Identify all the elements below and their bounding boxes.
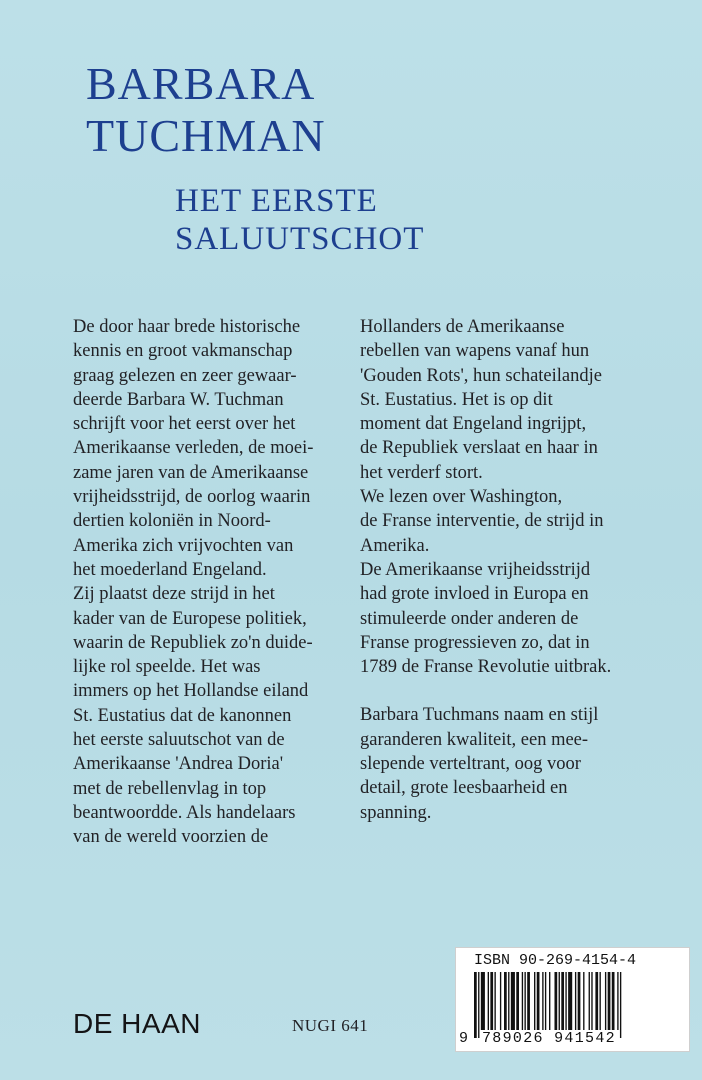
blurb-line: De Amerikaanse vrijheidsstrijd <box>360 559 591 580</box>
blurb-line: de Republiek verslaat en haar in <box>360 438 598 459</box>
blurb-line: immers op het Hollandse eiland <box>73 681 309 702</box>
blurb-line: waarin de Republiek zo'n duide- <box>73 632 313 653</box>
ean-digits: 789026 941542 <box>482 1030 616 1047</box>
ean-first-digit: 9 <box>459 1030 469 1047</box>
blurb-line: Zij plaatst deze strijd in het <box>73 584 275 605</box>
barcode-bar <box>595 972 598 1030</box>
blurb-line: 'Gouden Rots', hun schateilandje <box>360 365 602 386</box>
barcode-bar <box>583 972 584 1030</box>
barcode-bar <box>537 972 540 1030</box>
blurb-line: slepende verteltrant, oog voor <box>360 754 581 775</box>
blurb-line: dertien koloniën in Noord- <box>73 511 271 532</box>
blurb-line: het moederland Engeland. <box>73 559 267 580</box>
blurb-line: Franse progressieven zo, dat in <box>360 632 590 653</box>
title-line: SALUUTSCHOT <box>175 221 425 257</box>
barcode-sticker <box>455 947 690 1052</box>
blurb-line: Amerika zich vrijvochten van <box>73 535 294 556</box>
blurb-line: stimuleerde onder anderen de <box>360 608 579 629</box>
barcode-bar <box>488 972 489 1030</box>
barcode-bar <box>511 972 515 1030</box>
isbn-label: ISBN 90-269-4154-4 <box>474 952 637 969</box>
barcode-bar <box>620 972 621 1038</box>
barcode-bar <box>534 972 535 1030</box>
blurb-right-column <box>360 315 680 825</box>
barcode-bar <box>608 972 611 1030</box>
barcode-bar <box>524 972 525 1030</box>
blurb-line: graag gelezen en zeer gewaar- <box>73 365 297 386</box>
blurb-line: van de wereld voorzien de <box>73 827 269 848</box>
blurb-line: deerde Barbara W. Tuchman <box>73 389 284 410</box>
blurb-line: kennis en groot vakmanschap <box>73 341 293 362</box>
paragraph-gap <box>360 679 680 703</box>
blurb-line: moment dat Engeland ingrijpt, <box>360 414 587 435</box>
author-line: TUCHMAN <box>86 110 326 161</box>
blurb-line: had grote invloed in Europa en <box>360 584 589 605</box>
blurb-line: de Franse interventie, de strijd in <box>360 511 604 532</box>
author-line: BARBARA <box>86 58 316 109</box>
blurb-line: detail, grote leesbaarheid en <box>360 778 568 799</box>
title-line: HET EERSTE <box>175 183 378 219</box>
nugi-code: NUGI 641 <box>292 1016 369 1035</box>
blurb-line: De door haar brede historische <box>73 317 301 337</box>
blurb-line: Amerikaanse 'Andrea Doria' <box>73 754 284 775</box>
barcode-bar <box>474 972 477 1038</box>
blurb-line: het verderf stort. <box>360 462 483 483</box>
barcode-bar <box>508 972 509 1030</box>
barcode-bar <box>599 972 600 1030</box>
blurb-line: St. Eustatius. Het is op dit <box>360 389 553 410</box>
blurb-line: spanning. <box>360 802 432 823</box>
blurb-line: Amerikaanse verleden, de moei- <box>73 438 314 459</box>
blurb-line: rebellen van wapens vanaf hun <box>360 341 590 362</box>
barcode-bar <box>516 972 519 1030</box>
barcode-bar <box>559 972 560 1030</box>
barcode-bar <box>494 972 495 1030</box>
barcode-bar <box>568 972 572 1030</box>
blurb-line: het eerste saluutschot van de <box>73 730 285 751</box>
book-title <box>175 182 424 258</box>
barcode-bar <box>545 972 546 1030</box>
blurb-line: met de rebellenvlag in top <box>73 778 267 799</box>
barcode-bar <box>561 972 564 1030</box>
barcode-bar <box>481 972 485 1030</box>
blurb-line: zame jaren van de Amerikaanse <box>73 462 309 483</box>
barcode-bar <box>575 972 576 1030</box>
barcode-bar <box>478 972 479 1038</box>
blurb-line: lijke rol speelde. Het was <box>73 657 261 678</box>
author-name <box>86 58 326 162</box>
barcode-bar <box>542 972 543 1030</box>
barcode-bar <box>578 972 581 1030</box>
barcode-bar <box>500 972 501 1030</box>
blurb-left-column <box>73 315 343 850</box>
barcode-bar <box>565 972 566 1030</box>
barcode-bar <box>504 972 507 1030</box>
blurb-line: We lezen over Washington, <box>360 487 563 508</box>
blurb-line: 1789 de Franse Revolutie uitbrak. <box>360 657 612 678</box>
barcode-bar <box>490 972 493 1030</box>
blurb-line: St. Eustatius dat de kanonnen <box>73 705 292 726</box>
blurb-line: garanderen kwaliteit, een mee- <box>360 729 589 750</box>
blurb-line: schrijft voor het eerst over het <box>73 414 296 435</box>
barcode-bar <box>589 972 590 1030</box>
publisher-logo: DE HAAN <box>73 1008 201 1039</box>
blurb-line: Barbara Tuchmans naam en stijl <box>360 705 599 726</box>
blurb-line: Hollanders de Amerikaanse <box>360 317 565 337</box>
barcode-bar <box>605 972 606 1030</box>
barcode-bar <box>612 972 615 1030</box>
barcode-bar <box>591 972 592 1030</box>
barcode-bar <box>527 972 530 1030</box>
barcode-bar <box>554 972 557 1030</box>
blurb-line: kader van de Europese politiek, <box>73 608 307 629</box>
blurb-line: Amerika. <box>360 535 430 556</box>
barcode-bar <box>617 972 618 1030</box>
barcode-bar <box>522 972 523 1030</box>
barcode-bar <box>549 972 550 1038</box>
barcode-bars <box>472 972 677 1038</box>
blurb-line: vrijheidsstrijd, de oorlog waarin <box>73 487 311 508</box>
blurb-line: beantwoordde. Als handelaars <box>73 802 296 823</box>
